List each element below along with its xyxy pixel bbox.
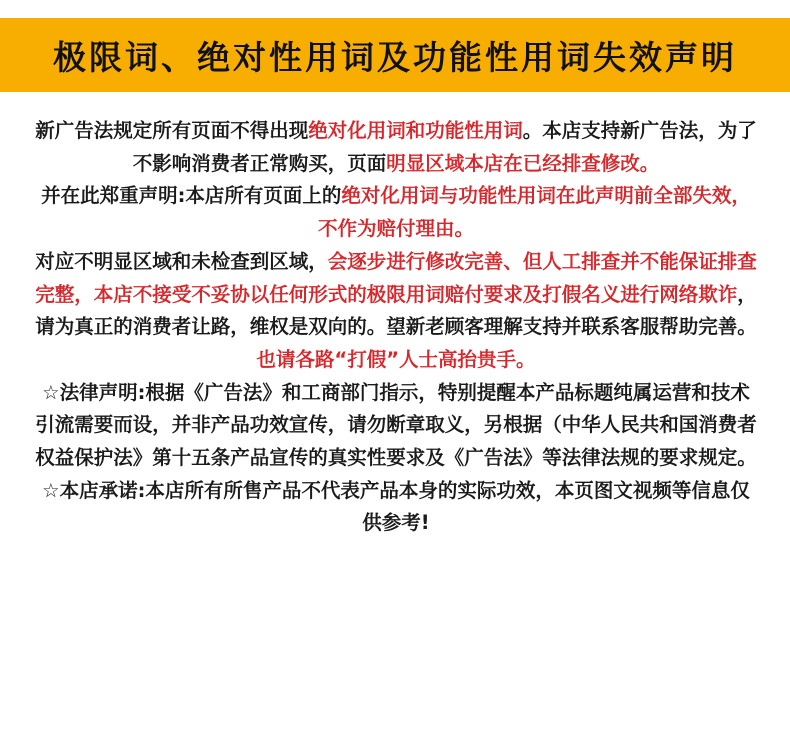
highlight-segment: 明显区域本店在已经排查修改。 xyxy=(386,151,660,175)
text-segment: 新广告法规定所有页面不得出现 xyxy=(35,119,309,142)
text-segment: 对应不明显区域和未检查到区域， xyxy=(35,249,328,273)
highlight-segment: 会逐步进行修改完善、但人工排查并不能保证排查完整，本店不接受不妥协以任何形式的极限用词赔付要求及打假名义进行网络欺诈 xyxy=(35,249,757,306)
paragraph-store-promise xyxy=(34,475,758,540)
title-banner xyxy=(0,18,790,92)
page-title: 极限词、绝对性用词及功能性用词失效声明 xyxy=(53,37,737,77)
paragraph-ad-law xyxy=(34,115,758,180)
paragraph-unchecked-areas xyxy=(34,246,758,377)
highlight-segment: 也请各路“打假”人士高抬贵手。 xyxy=(256,347,536,371)
statement-body xyxy=(34,115,758,540)
paragraph-declaration xyxy=(34,180,758,245)
text-segment: ☆法律声明:根据《广告法》和工商部门指示，特别提醒本产品标题纯属运营和技术引流需要而设，并非产品功效宣传，请勿断章取义，另根据（中华人民共和国消费者权益保护法》第十五条产品宣传的真实性要求及《广告法》等法律法规的要求规定。 xyxy=(35,380,757,470)
text-segment: 并在此郑重声明:本店所有页面上的 xyxy=(41,184,342,208)
text-segment: 。本店支持新广告法，为了不影响消费者正常购买，页面 xyxy=(132,119,757,175)
highlight-segment: 绝对化用词和功能性用词 xyxy=(308,119,523,142)
highlight-segment: 绝对化用词与功能性用词在此声明前全部失效，不作为赔付理由。 xyxy=(317,184,751,241)
text-segment: ☆本店承诺:本店所有所售产品不代表产品本身的实际功效，本页图文视频等信息仅供参考! xyxy=(42,478,750,535)
text-segment: ，请为真正的消费者让路，维权是双向的。望新老顾客理解支持并联系客服帮助完善。 xyxy=(35,282,757,339)
paragraph-legal-statement xyxy=(34,377,758,475)
